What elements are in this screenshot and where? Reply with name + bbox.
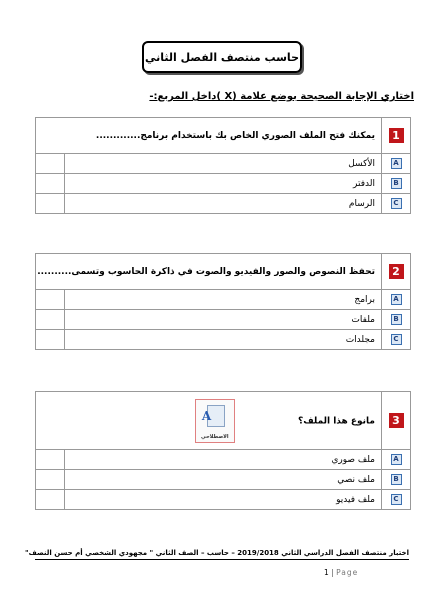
question-text: تحفظ النصوص والصور والفيديو والصوت في ذاكرة الحاسوب وتسمى.......... — [36, 254, 382, 290]
option-letter: A — [391, 294, 402, 305]
option-text: الأكسل — [65, 154, 382, 174]
document-file-icon: A الاصطلاحي — [195, 399, 235, 443]
answer-box[interactable] — [36, 450, 65, 470]
option-row[interactable] — [36, 154, 411, 174]
answer-box[interactable] — [36, 174, 65, 194]
option-letter: B — [391, 314, 402, 325]
option-row[interactable] — [36, 174, 411, 194]
page-title: حاسب منتصف الفصل الثاني — [142, 41, 302, 73]
question-1 — [35, 117, 411, 214]
option-row[interactable] — [36, 194, 411, 214]
question-number: 1 — [389, 128, 404, 143]
question-number: 3 — [389, 413, 404, 428]
answer-box[interactable] — [36, 470, 65, 490]
option-letter: A — [391, 158, 402, 169]
option-text: ملف صوري — [65, 450, 382, 470]
option-text: ملفات — [65, 310, 382, 330]
option-letter: C — [391, 494, 402, 505]
question-number: 2 — [389, 264, 404, 279]
answer-box[interactable] — [36, 154, 65, 174]
footer-text: اختبار منتصف الفصل الدراسي الثاني 2019/2018 – حاسب – الصف الثاني " مجهودي الشخصي أم حسن النصف" — [35, 549, 409, 560]
answer-box[interactable] — [36, 490, 65, 510]
question-2 — [35, 253, 411, 350]
option-text: برامج — [65, 290, 382, 310]
page-number — [324, 568, 358, 577]
option-row[interactable] — [36, 470, 411, 490]
option-letter: B — [391, 474, 402, 485]
option-letter: A — [391, 454, 402, 465]
option-row[interactable] — [36, 330, 411, 350]
option-text: ملف نصي — [65, 470, 382, 490]
option-text: مجلدات — [65, 330, 382, 350]
answer-box[interactable] — [36, 310, 65, 330]
option-text: الرسام — [65, 194, 382, 214]
page-label: Page — [336, 568, 359, 577]
answer-box[interactable] — [36, 194, 65, 214]
answer-box[interactable] — [36, 290, 65, 310]
question-3 — [35, 391, 411, 510]
option-row[interactable] — [36, 310, 411, 330]
option-row[interactable] — [36, 290, 411, 310]
page-number-value: 1 — [324, 568, 329, 577]
file-icon-caption: الاصطلاحي — [201, 433, 229, 440]
option-row[interactable] — [36, 490, 411, 510]
option-text: ملف فيديو — [65, 490, 382, 510]
option-letter: C — [391, 334, 402, 345]
option-letter: C — [391, 198, 402, 209]
instruction-text: اختاري الإجابة الصحيحة بوضع علامة (X )داخل المربع:- — [149, 91, 414, 102]
option-text: الدفتر — [65, 174, 382, 194]
page-separator: | — [331, 568, 334, 577]
question-text: يمكنك فتح الملف الصوري الخاص بك باستخدام برنامج............. — [36, 118, 382, 154]
question-text: مانوع هذا الملف؟ — [297, 416, 375, 426]
answer-box[interactable] — [36, 330, 65, 350]
option-letter: B — [391, 178, 402, 189]
option-row[interactable] — [36, 450, 411, 470]
